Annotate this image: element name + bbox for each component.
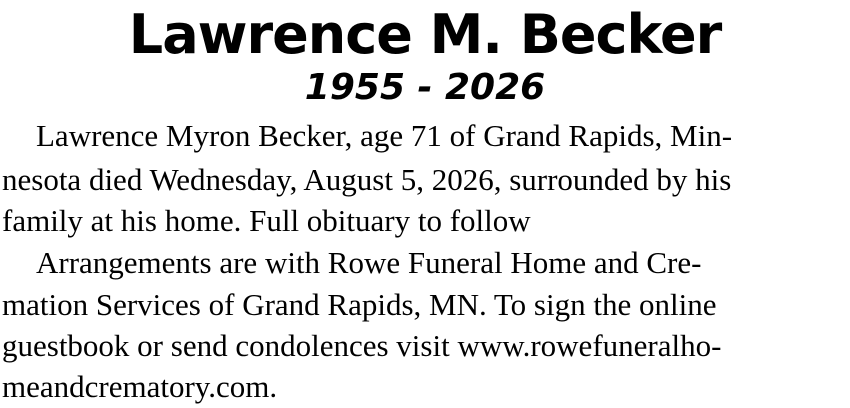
- body-line-6: guestbook or send condolences visit www.rowefuneralho-: [2, 328, 722, 363]
- body-line-3: family at his home. Full obituary to follow: [2, 203, 531, 238]
- body-line-1: Lawrence Myron Becker, age 71 of Grand Rapids, Min-: [36, 118, 733, 153]
- body-line-2: nesota died Wednesday, August 5, 2026, surrounded by his: [2, 162, 732, 197]
- body-line-4: Arrangements are with Rowe Funeral Home and Cre-: [36, 245, 702, 280]
- life-years: 1955 - 2026: [304, 67, 546, 108]
- body-line-5: mation Services of Grand Rapids, MN. To sign the online: [2, 287, 717, 322]
- deceased-name: Lawrence M. Becker: [128, 3, 722, 66]
- body-line-7: meandcrematory.com.: [2, 369, 278, 404]
